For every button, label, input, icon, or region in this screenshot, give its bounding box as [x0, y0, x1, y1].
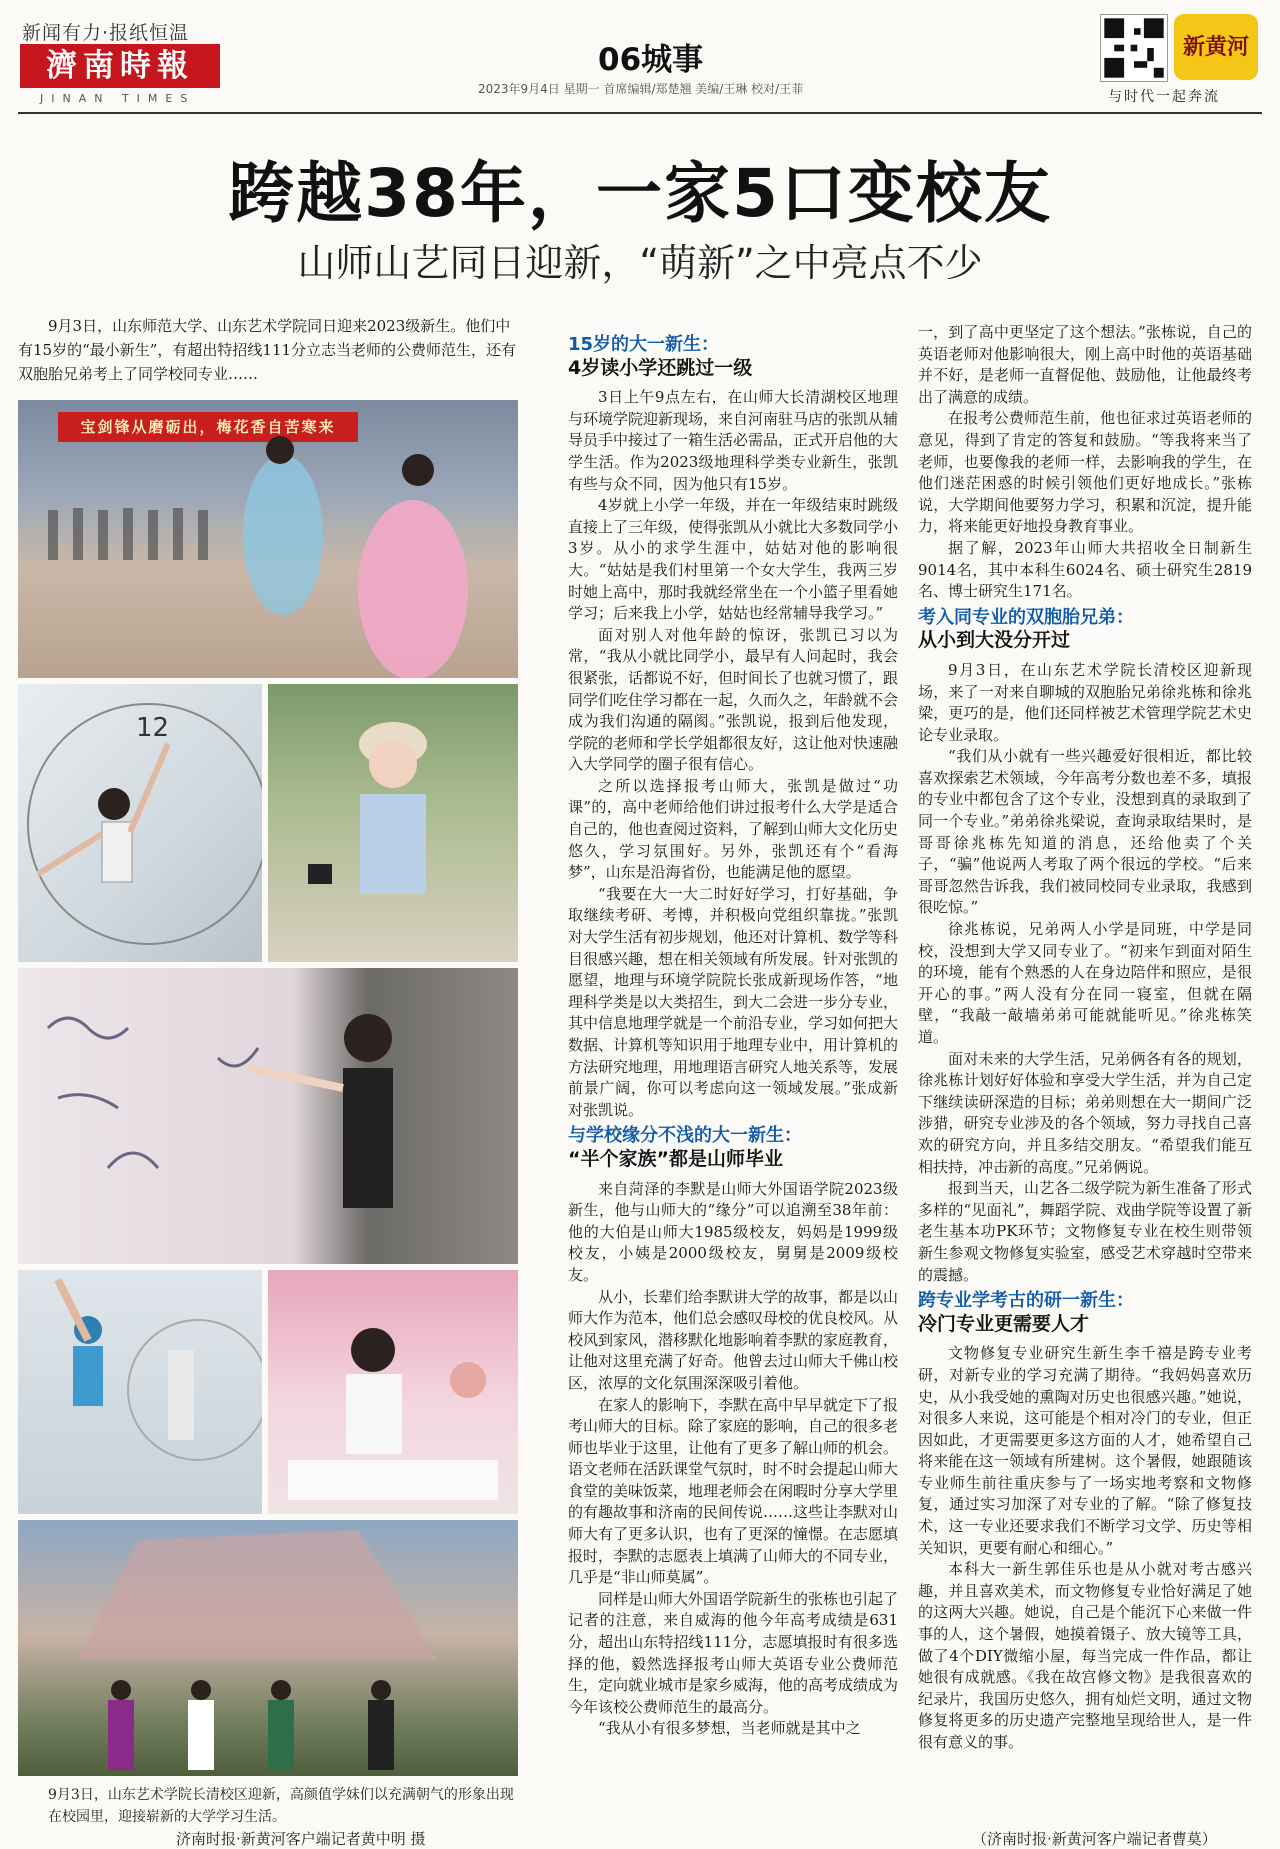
section-heading-family: 与学校缘分不浅的大一新生：	[568, 1125, 802, 1147]
photo-registration-icon	[268, 1270, 518, 1514]
section-subheading-family: “半个家族”都是山师毕业	[568, 1147, 783, 1170]
paragraph: 徐兆栋说，兄弟两人小学是同班，中学是同校，没想到大学又同专业了。“初来乍到面对陌生的环境，能有个熟悉的人在身边陪伴和照应，是很开心的事。”两人没有分在同一寝室，但就在隔壁，“我敲一敲墙弟弟可能就能听见。”徐兆栋笑道。	[918, 920, 1252, 1046]
lead-paragraph: 9月3日，山东师范大学、山东艺术学院同日迎来2023级新生。他们中有15岁的“最小新生”，有超出特招线111分立志当老师的公费师范生，还有双胞胎兄弟考上了同学校同专业……	[18, 317, 517, 383]
section-heading-archaeology: 跨专业学考古的研一新生：	[918, 1290, 1134, 1312]
article-column-a	[568, 330, 898, 1740]
photo-violin-performance	[18, 1520, 518, 1776]
newspaper-logo: 濟南時報	[20, 44, 220, 88]
dateline: 2023年9月4日 星期一 首席编辑/郑楚翘 美编/王琳 校对/王菲	[478, 82, 804, 96]
section-subheading-archaeology: 冷门专业更需要人才	[918, 1312, 1090, 1335]
subheadline: 山师山艺同日迎新，“萌新”之中亮点不少	[297, 241, 983, 285]
section-heading-twins: 考入同专业的双胞胎兄弟：	[918, 606, 1134, 628]
photo-signing-wall	[18, 968, 518, 1264]
photo-dance-stretch	[18, 1270, 262, 1514]
section-subheading-twins: 从小到大没分开过	[918, 629, 1071, 652]
paragraph: 9月3日，在山东艺术学院长清校区迎新现场，来了一对来自聊城的双胞胎兄弟徐兆栋和徐兆梁，更巧的是，他们还同样被艺术管理学院艺术史论专业录取。	[918, 660, 1252, 744]
section-subheading-youngest: 4岁读小学还跳过一级	[568, 356, 753, 379]
newspaper-logo-english: JINAN TIMES	[40, 92, 196, 105]
photo-banner: 宝剑锋从磨砺出，梅花香自苦寒来	[58, 412, 358, 442]
paragraph: 本科大一新生郭佳乐也是从小就对考古感兴趣，并且喜欢美术，而文物修复专业恰好满足了她的这两大兴趣。她说，自己是个能沉下心来做一件事的人，这个暑假，她摸着镊子、放大镜等工具，做了4个DIY微缩小屋，每当完成一件作品，都让她很有成就感。《我在故宫修文物》是我很喜欢的纪录片，我国历史悠久，拥有灿烂文明，通过文物修复将更多的历史遗产完整地呈现给世人，是一件很有意义的事。	[918, 1560, 1252, 1751]
paragraph: 在家人的影响下，李默在高中早早就定下了报考山师大的目标。除了家庭的影响，自己的很多老师也毕业于这里，让他有了更多了解山师的机会。语文老师在活跃课堂气氛时，时不时会提起山师大食堂的美味饭菜，地理老师会在闲暇时分享大学里的有趣故事和济南的民间传说……这些让李默对山师大有了更多认识，也有了更深的憧憬。在志愿填报时，李默的志愿表上填满了山师大的不同专业，几乎是“非山师莫属”。	[568, 1395, 899, 1587]
section-heading-youngest: 15岁的大一新生：	[568, 334, 720, 355]
paragraph: 之所以选择报考山师大，张凯是做过“功课”的，高中老师给他们讲过报考什么大学是适合自己的，他也查阅过资料，了解到山师大文化历史悠久，学习氛围好。另外，张凯还有个“看海梦”，山东是沿海省份，也能满足他的愿望。	[568, 776, 899, 882]
photo-student-icon	[268, 684, 518, 962]
photo-signing-icon	[18, 968, 518, 1264]
photo-performance-icon	[18, 1520, 518, 1776]
qr-code-icon	[1100, 14, 1168, 82]
photo-registration-desk	[268, 1270, 518, 1514]
paragraph: 从小，长辈们给李默讲大学的故事，都是以山师大作为范本，他们总会感叹母校的优良校风。从校风到家风，潜移默化地影响着李默的家庭教育，让他对这里充满了好奇。他曾去过山师大千佛山校区，浓厚的文化氛围深深吸引着他。	[568, 1287, 899, 1392]
photo-stretch-icon	[18, 1270, 262, 1514]
paragraph: “我要在大一大二时好好学习，打好基础，争取继续考研、考博，并积极向党组织靠拢。”张凯对大学生活有初步规划，他还对计算机、数学等科目很感兴趣，想在相关领域有所发展。针对张凯的愿望，地理与环境学院院长张成新现场作答，“地理科学类是以大类招生，到大二会进一步分专业，其中信息地理学就是一个前沿专业，学习如何把大数据、计算机等知识用于地理专业中，用计算机的方法研究地理，用地理语言研究人地关系等，发展前景广阔，你可以考虑向这一领域发展。”张成新对张凯说。	[568, 884, 899, 1119]
paragraph: 来自菏泽的李默是山师大外国语学院2023级新生，他与山师大的“缘分”可以追溯至38年前：他的大伯是山师大1985级校友，妈妈是1999级校友，小姨是2000级校友，舅舅是2009级校友。	[568, 1179, 898, 1284]
paragraph: “我们从小就有一些兴趣爱好很相近，都比较喜欢探索艺术领域，今年高考分数也差不多，填报的专业中都包含了这个专业，没想到真的录取到了同一个专业。”弟弟徐兆梁说，查询录取结果时，是哥哥徐兆栋先知道的消息，还给他卖了个关子，“骗”他说两人考取了两个很远的学校。“后来哥哥忽然告诉我，我们被同校同专业录取，我感到很吃惊。”	[918, 747, 1252, 917]
photo-opera-students	[18, 400, 518, 678]
article-column-b	[918, 322, 1252, 1754]
paragraph: 面对未来的大学生活，兄弟俩各有各的规划，徐兆栋计划好好体验和享受大学生活，并为自己定下继续读研深造的目标；弟弟则想在大一期间广泛涉猎，研究专业涉及的各个领域，努力寻找自己喜欢的研究方向，并且多结交朋友。“希望我们能互相扶持，冲击新的高度。”兄弟俩说。	[918, 1049, 1252, 1176]
photo-opera-figures-icon	[18, 400, 518, 678]
reporter-credit: （济南时报·新黄河客户端记者曹莫）	[972, 1830, 1217, 1848]
paragraph: 在报考公费师范生前，他也征求过英语老师的意见，得到了肯定的答复和鼓励。“等我将来当了老师，也要像我的老师一样，去影响我的学生，在他们迷茫困惑的时候引领他们更好地成长。”张栋说，大学期间他要努力学习，积累和沉淀，提升能力，将来能更好地投身教育事业。	[918, 409, 1252, 536]
paragraph: “我从小有很多梦想，当老师就是其中之	[598, 1719, 861, 1738]
app-logo: 新黄河	[1174, 14, 1258, 80]
paragraph: 3日上午9点左右，在山师大长清湖校区地理与环境学院迎新现场，来自河南驻马店的张凯从辅导员手中接过了一箱生活必需品，正式开启他的大学生活。作为2023级地理科学类专业新生，张凯有些与众不同，因为他只有15岁。	[568, 388, 899, 493]
photo-dancer-clock	[18, 684, 262, 962]
paragraph: 文物修复专业研究生新生李千禧是跨专业考研，对新专业的学习充满了期待。“我妈妈喜欢历史，从小我受她的熏陶对历史也很感兴趣。”她说，对很多人来说，这可能是个相对冷门的专业，但正因如此，才更需要更多这方面的人才，她希望自己将来能在这一领域有所建树。这个暑假，她跟随该专业师生前往重庆参与了一场实地考察和文物修复，通过实习加深了对专业的了解。“除了修复技术，这一专业还要求我们不断学习文学、历史等相关知识，更要有耐心和细心。”	[918, 1344, 1252, 1557]
paragraph: 面对别人对他年龄的惊讶，张凯已习以为常，“我从小就比同学小，最早有人问起时，我会很紧张，话都说不好，但时间长了也就习惯了，跟同学们吃住学习都在一起，久而久之，年龄就不会成为我们沟通的隔阂。”张凯说，报到后他发现，学院的老师和学长学姐都很友好，这让他对快速融入大学同学的圈子很有信心。	[568, 625, 899, 774]
photo-credit: 济南时报·新黄河客户端记者黄中明 摄	[176, 1830, 426, 1848]
photo-clock-dancer-icon	[18, 684, 262, 962]
svg-text:12: 12	[136, 713, 170, 743]
paragraph: 一，到了高中更坚定了这个想法。”张栋说，自己的英语老师对他影响很大，刚上高中时他的英语基础并不好，是老师一直督促他、鼓励他，让他最终考出了满意的成绩。	[918, 323, 1252, 406]
paragraph: 同样是山师大外国语学院新生的张栋也引起了记者的注意，来自威海的他今年高考成绩是631分，超出山东特招线111分，志愿填报时有很多选择的他，毅然选择报考山师大英语专业公费师范生，定向就业城市是家乡威海，他的高考成绩成为今年该校公费师范生的最高分。	[568, 1589, 899, 1716]
app-tagline: 与时代一起奔流	[1108, 89, 1220, 105]
photo-student-camera	[268, 684, 518, 962]
paragraph: 据了解，2023年山师大共招收全日制新生9014名，其中本科生6024名、硕士研究生2819名、博士研究生171名。	[918, 538, 1252, 601]
paragraph: 报到当天，山艺各二级学院为新生准备了形式多样的“见面礼”，舞蹈学院、戏曲学院等设置了新老生基本功PK环节；文物修复专业在校生则带领新生参观文物修复实验室，感受艺术穿越时空带来的震撼。	[918, 1179, 1252, 1284]
masthead-divider	[18, 112, 1262, 114]
headline: 跨越38年，一家5口变校友	[228, 155, 1052, 232]
masthead-slogan: 新闻有力·报纸恒温	[22, 22, 190, 44]
section-title: 06城事	[598, 42, 704, 78]
masthead	[0, 0, 1280, 112]
photo-caption: 9月3日，山东艺术学院长清校区迎新，高颜值学妹们以充满朝气的形象出现在校园里，迎接崭新的大学学习生活。	[48, 1787, 514, 1825]
paragraph: 4岁就上小学一年级，并在一年级结束时跳级直接上了三年级，使得张凯从小就比大多数同学小3岁。从小的求学生涯中，姑姑对他的影响很大。“姑姑是我们村里第一个女大学生，我两三岁时她上高中，那时我就经常坐在一个小篮子里看她学习；后来我上小学，姑姑也经常辅导我学习。”	[568, 496, 899, 623]
